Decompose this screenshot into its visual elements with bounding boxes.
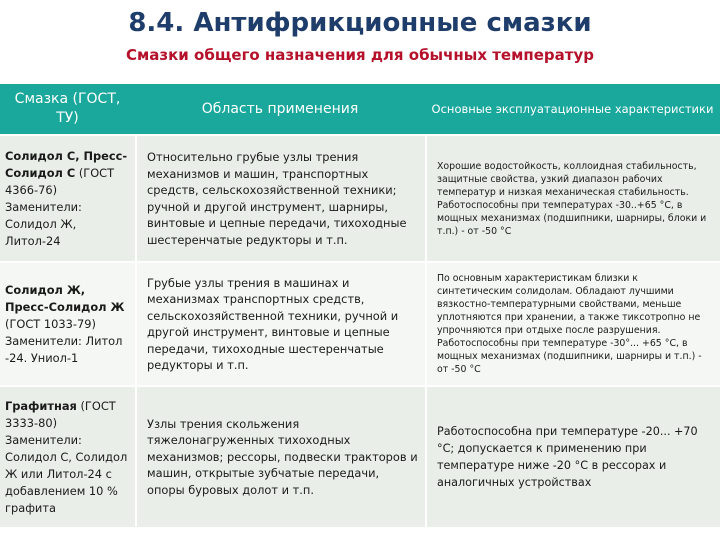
page-title: 8.4. Антифрикционные смазки	[128, 8, 592, 38]
lubricant-spec: (ГОСТ 1033-79) Заменители: Литол -24. Униол-1	[5, 316, 123, 365]
table-row	[0, 263, 720, 385]
lubricant-cell	[0, 263, 135, 385]
characteristics-cell: По основным характеристикам близки к синтетическим солидолам. Обладают лучшими вязкостно-температурными свойствами, меньше уплотняются при хранении, а также тиксотропно не упрочняются при отдыхе после разрушения. Работоспособны при температуре -30°... +65 °С, в мощных механизмах (подшипники, шарниры и т.п.) - от -50 °С	[425, 263, 720, 385]
characteristics-cell: Хорошие водостойкость, коллоидная стабильность, защитные свойства, узкий диапазон рабочих температур и низкая механическая стабильность. Работоспособны при температурах -30..+65 °С, в мощных механизмах (подшипники, шарниры, блоки и т.п.) - от -50 °С	[425, 136, 720, 261]
table-header-row	[0, 84, 720, 134]
lubricant-name: Солидол Ж, Пресс-Солидол Ж	[5, 282, 125, 314]
page-subtitle: Смазки общего назначения для обычных температур	[126, 46, 594, 64]
header-characteristics: Основные эксплуатационные характеристики	[425, 84, 720, 134]
application-cell: Грубые узлы трения в машинах и механизмах транспортных средств, сельскохозяйственной техники, ручной и другой инструмент, винтовые и цепные передачи, тихоходные шестеренчатые редукторы и т.п.	[135, 263, 425, 385]
lubricant-cell	[0, 136, 135, 261]
lubricants-table	[0, 82, 720, 529]
header-application: Область применения	[135, 84, 425, 134]
lubricant-spec: (ГОСТ 4366-76) Заменители: Солидол Ж, Литол-24	[5, 165, 115, 248]
lubricant-cell	[0, 387, 135, 527]
characteristics-cell: Работоспособна при температуре -20... +70 °С; допускается к применению при температуре ниже -20 °С в рессорах и аналогичных устройствах	[425, 387, 720, 527]
table-row	[0, 387, 720, 527]
header-lubricant: Смазка (ГОСТ, ТУ)	[0, 84, 135, 134]
application-cell: Узлы трения скольжения тяжелонагруженных тихоходных механизмов; рессоры, подвески тракторов и машин, открытые зубчатые передачи, опоры буровых долот и т.п.	[135, 387, 425, 527]
lubricant-name: Графитная	[5, 398, 77, 413]
table-row	[0, 136, 720, 261]
lubricant-name: Солидол С, Пресс-Солидол С	[5, 148, 128, 180]
application-cell: Относительно грубые узлы трения механизмов и машин, транспортных средств, сельскохозяйственной техники; ручной и другой инструмент, шарниры, винтовые и цепные передачи, тихоходные шестеренчатые редукторы и т.п.	[135, 136, 425, 261]
lubricant-spec: (ГОСТ 3333-80) Заменители: Солидол С, Солидол Ж или Литол-24 с добавлением 10 % графита	[5, 398, 128, 515]
